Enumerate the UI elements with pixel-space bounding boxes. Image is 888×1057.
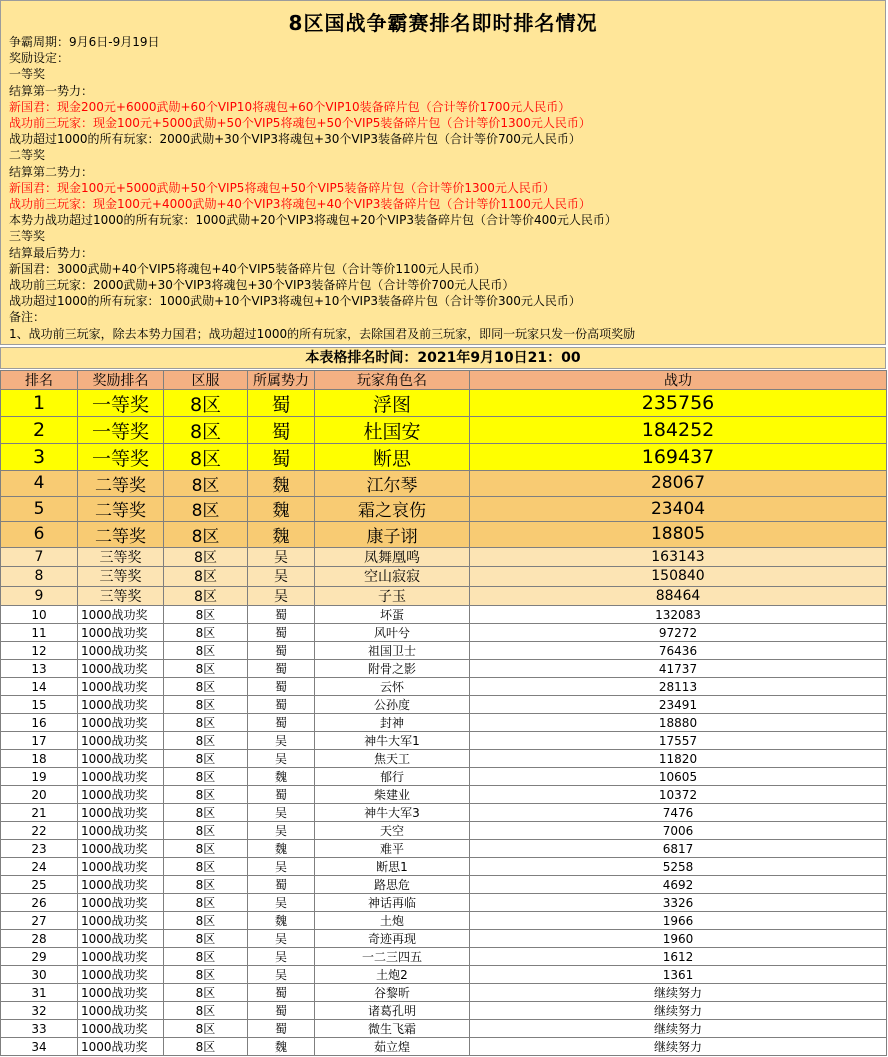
player-name-cell: 断思: [315, 444, 470, 471]
faction-cell: 蜀: [248, 786, 315, 804]
rank-cell: 9: [0, 587, 78, 607]
server-cell: 8区: [164, 642, 248, 660]
player-name-cell: 天空: [315, 822, 470, 840]
table-row: [0, 522, 887, 548]
reward-rule-line: 新国君：现金200元+6000武勋+60个VIP10将魂包+60个VIP10装备碎片包（合计等价1700元人民币）: [9, 99, 571, 114]
reward-cell: 三等奖: [78, 548, 164, 568]
server-cell: 8区: [164, 624, 248, 642]
merit-cell: 继续努力: [470, 984, 887, 1002]
faction-cell: 吴: [248, 732, 315, 750]
rank-cell: 19: [0, 768, 78, 786]
table-row: [0, 1038, 887, 1056]
table-row: [0, 678, 887, 696]
faction-cell: 吴: [248, 894, 315, 912]
server-cell: 8区: [164, 606, 248, 624]
rank-cell: 21: [0, 804, 78, 822]
merit-cell: 132083: [470, 606, 887, 624]
faction-cell: 蜀: [248, 417, 315, 444]
reward-rule-line: 结算第二势力：: [9, 164, 94, 179]
reward-cell: 1000战功奖: [78, 840, 164, 858]
merit-cell: 继续努力: [470, 1038, 887, 1056]
faction-cell: 吴: [248, 548, 315, 568]
player-name-cell: 土炮: [315, 912, 470, 930]
table-row: [0, 471, 887, 497]
player-name-cell: 断思1: [315, 858, 470, 876]
reward-cell: 1000战功奖: [78, 858, 164, 876]
reward-cell: 1000战功奖: [78, 984, 164, 1002]
rank-cell: 12: [0, 642, 78, 660]
table-row: [0, 948, 887, 966]
player-name-cell: 附骨之影: [315, 660, 470, 678]
server-cell: 8区: [164, 822, 248, 840]
table-row: [0, 444, 887, 471]
player-name-cell: 郁行: [315, 768, 470, 786]
server-cell: 8区: [164, 390, 248, 417]
merit-cell: 1612: [470, 948, 887, 966]
rank-cell: 5: [0, 497, 78, 523]
reward-rule-line: 新国君：3000武勋+40个VIP5将魂包+40个VIP5装备碎片包（合计等价1100元人民币）: [9, 261, 486, 276]
rank-cell: 6: [0, 522, 78, 548]
table-row: [0, 822, 887, 840]
reward-cell: 三等奖: [78, 587, 164, 607]
table-row: [0, 642, 887, 660]
merit-cell: 18880: [470, 714, 887, 732]
rank-cell: 24: [0, 858, 78, 876]
player-name-cell: 康子诩: [315, 522, 470, 548]
table-row: [0, 984, 887, 1002]
server-cell: 8区: [164, 786, 248, 804]
table-row: [0, 567, 887, 587]
faction-cell: 蜀: [248, 606, 315, 624]
rank-cell: 26: [0, 894, 78, 912]
table-row: [0, 606, 887, 624]
player-name-cell: 神牛大军1: [315, 732, 470, 750]
server-cell: 8区: [164, 894, 248, 912]
reward-cell: 一等奖: [78, 390, 164, 417]
server-cell: 8区: [164, 522, 248, 548]
table-row: [0, 1020, 887, 1038]
column-header: 所属势力: [248, 370, 315, 390]
merit-cell: 28113: [470, 678, 887, 696]
faction-cell: 吴: [248, 966, 315, 984]
player-name-cell: 谷黎昕: [315, 984, 470, 1002]
reward-cell: 二等奖: [78, 471, 164, 497]
merit-cell: 6817: [470, 840, 887, 858]
reward-cell: 1000战功奖: [78, 912, 164, 930]
faction-cell: 蜀: [248, 390, 315, 417]
rank-cell: 31: [0, 984, 78, 1002]
server-cell: 8区: [164, 912, 248, 930]
rank-cell: 3: [0, 444, 78, 471]
merit-cell: 1361: [470, 966, 887, 984]
reward-rule-line: 新国君：现金100元+5000武勋+50个VIP5将魂包+50个VIP5装备碎片包（合计等价1300元人民币）: [9, 180, 555, 195]
merit-cell: 1960: [470, 930, 887, 948]
merit-cell: 184252: [470, 417, 887, 444]
table-row: [0, 587, 887, 607]
rank-cell: 17: [0, 732, 78, 750]
column-header: 战功: [470, 370, 887, 390]
table-row: [0, 624, 887, 642]
rank-cell: 33: [0, 1020, 78, 1038]
merit-cell: 41737: [470, 660, 887, 678]
player-name-cell: 杜国安: [315, 417, 470, 444]
faction-cell: 吴: [248, 948, 315, 966]
faction-cell: 蜀: [248, 984, 315, 1002]
merit-cell: 11820: [470, 750, 887, 768]
server-cell: 8区: [164, 444, 248, 471]
rank-cell: 11: [0, 624, 78, 642]
ranking-time-banner: 本表格排名时间：2021年9月10日21：00: [0, 347, 886, 369]
reward-rule-line: 1、战功前三玩家，除去本势力国君；战功超过1000的所有玩家，去除国君及前三玩家，即同一玩家只发一份高项奖励: [9, 326, 636, 341]
table-row: [0, 876, 887, 894]
reward-cell: 1000战功奖: [78, 1020, 164, 1038]
server-cell: 8区: [164, 567, 248, 587]
server-cell: 8区: [164, 750, 248, 768]
rank-cell: 23: [0, 840, 78, 858]
reward-cell: 1000战功奖: [78, 966, 164, 984]
reward-rule-line: 战功前三玩家：现金100元+5000武勋+50个VIP5将魂包+50个VIP5装备碎片包（合计等价1300元人民币）: [9, 116, 591, 130]
table-row: [0, 912, 887, 930]
reward-cell: 1000战功奖: [78, 894, 164, 912]
table-row: [0, 714, 887, 732]
player-name-cell: 路思危: [315, 876, 470, 894]
server-cell: 8区: [164, 471, 248, 497]
reward-cell: 1000战功奖: [78, 822, 164, 840]
server-cell: 8区: [164, 417, 248, 444]
reward-rule-line: 战功超过1000的所有玩家：2000武勋+30个VIP3将魂包+30个VIP3装备碎片包（合计等价700元人民币）: [9, 132, 581, 147]
reward-cell: 1000战功奖: [78, 930, 164, 948]
reward-rule-line: 争霸周期：9月6日-9月19日: [9, 35, 160, 49]
merit-cell: 4692: [470, 876, 887, 894]
merit-cell: 150840: [470, 567, 887, 587]
table-row: [0, 548, 887, 568]
faction-cell: 蜀: [248, 624, 315, 642]
rank-cell: 25: [0, 876, 78, 894]
player-name-cell: 云怀: [315, 678, 470, 696]
merit-cell: 88464: [470, 587, 887, 607]
reward-cell: 三等奖: [78, 567, 164, 587]
reward-cell: 1000战功奖: [78, 1002, 164, 1020]
faction-cell: 吴: [248, 804, 315, 822]
rank-cell: 1: [0, 390, 78, 417]
reward-cell: 1000战功奖: [78, 786, 164, 804]
server-cell: 8区: [164, 1020, 248, 1038]
table-row: [0, 786, 887, 804]
rank-cell: 22: [0, 822, 78, 840]
server-cell: 8区: [164, 714, 248, 732]
server-cell: 8区: [164, 732, 248, 750]
faction-cell: 魏: [248, 840, 315, 858]
faction-cell: 魏: [248, 497, 315, 523]
faction-cell: 吴: [248, 750, 315, 768]
sheet-title: 8区国战争霸赛排名即时排名情况: [288, 11, 598, 35]
table-row: [0, 497, 887, 523]
faction-cell: 蜀: [248, 678, 315, 696]
player-name-cell: 柴建业: [315, 786, 470, 804]
player-name-cell: 难平: [315, 840, 470, 858]
table-row: [0, 858, 887, 876]
merit-cell: 5258: [470, 858, 887, 876]
reward-cell: 1000战功奖: [78, 732, 164, 750]
rank-cell: 10: [0, 606, 78, 624]
reward-cell: 1000战功奖: [78, 1038, 164, 1056]
faction-cell: 吴: [248, 858, 315, 876]
column-header: 排名: [0, 370, 78, 390]
rank-cell: 2: [0, 417, 78, 444]
table-row: [0, 390, 887, 417]
reward-cell: 1000战功奖: [78, 606, 164, 624]
server-cell: 8区: [164, 804, 248, 822]
reward-cell: 1000战功奖: [78, 804, 164, 822]
reward-rule-line: 战功超过1000的所有玩家：1000武勋+10个VIP3将魂包+10个VIP3装备碎片包（合计等价300元人民币）: [9, 294, 581, 309]
server-cell: 8区: [164, 1002, 248, 1020]
faction-cell: 吴: [248, 587, 315, 607]
faction-cell: 蜀: [248, 876, 315, 894]
player-name-cell: 茹立煌: [315, 1038, 470, 1056]
table-header-row: [0, 370, 887, 390]
reward-rule-line: 战功前三玩家：2000武勋+30个VIP3将魂包+30个VIP3装备碎片包（合计等价700元人民币）: [9, 278, 515, 292]
server-cell: 8区: [164, 840, 248, 858]
merit-cell: 10605: [470, 768, 887, 786]
rank-cell: 15: [0, 696, 78, 714]
reward-rule-line: 二等奖: [9, 148, 46, 163]
player-name-cell: 江尔琴: [315, 471, 470, 497]
column-header: 玩家角色名: [315, 370, 470, 390]
reward-cell: 一等奖: [78, 417, 164, 444]
merit-cell: 7476: [470, 804, 887, 822]
merit-cell: 3326: [470, 894, 887, 912]
server-cell: 8区: [164, 858, 248, 876]
reward-cell: 1000战功奖: [78, 948, 164, 966]
reward-cell: 1000战功奖: [78, 624, 164, 642]
faction-cell: 魏: [248, 471, 315, 497]
reward-cell: 1000战功奖: [78, 678, 164, 696]
faction-cell: 吴: [248, 822, 315, 840]
reward-info-panel: [0, 0, 886, 345]
player-name-cell: 坏蛋: [315, 606, 470, 624]
table-row: [0, 417, 887, 444]
server-cell: 8区: [164, 587, 248, 607]
player-name-cell: 霜之哀伤: [315, 497, 470, 523]
faction-cell: 魏: [248, 522, 315, 548]
player-name-cell: 土炮2: [315, 966, 470, 984]
server-cell: 8区: [164, 768, 248, 786]
server-cell: 8区: [164, 948, 248, 966]
reward-cell: 1000战功奖: [78, 696, 164, 714]
server-cell: 8区: [164, 497, 248, 523]
table-row: [0, 930, 887, 948]
player-name-cell: 公孙度: [315, 696, 470, 714]
faction-cell: 蜀: [248, 1002, 315, 1020]
player-name-cell: 子玉: [315, 587, 470, 607]
server-cell: 8区: [164, 696, 248, 714]
rank-cell: 28: [0, 930, 78, 948]
rank-cell: 14: [0, 678, 78, 696]
faction-cell: 蜀: [248, 714, 315, 732]
player-name-cell: 微生飞霜: [315, 1020, 470, 1038]
rank-cell: 27: [0, 912, 78, 930]
server-cell: 8区: [164, 548, 248, 568]
reward-cell: 1000战功奖: [78, 750, 164, 768]
player-name-cell: 一二三四五: [315, 948, 470, 966]
player-name-cell: 浮图: [315, 390, 470, 417]
reward-rule-line: 一等奖: [9, 67, 46, 82]
merit-cell: 76436: [470, 642, 887, 660]
player-name-cell: 祖国卫士: [315, 642, 470, 660]
rank-cell: 13: [0, 660, 78, 678]
server-cell: 8区: [164, 1038, 248, 1056]
merit-cell: 163143: [470, 548, 887, 568]
merit-cell: 23404: [470, 497, 887, 523]
reward-cell: 1000战功奖: [78, 714, 164, 732]
table-row: [0, 732, 887, 750]
rank-cell: 32: [0, 1002, 78, 1020]
faction-cell: 蜀: [248, 444, 315, 471]
faction-cell: 蜀: [248, 696, 315, 714]
player-name-cell: 风叶兮: [315, 624, 470, 642]
player-name-cell: 诸葛孔明: [315, 1002, 470, 1020]
rank-cell: 18: [0, 750, 78, 768]
rank-cell: 4: [0, 471, 78, 497]
rank-cell: 8: [0, 567, 78, 587]
faction-cell: 吴: [248, 930, 315, 948]
reward-cell: 1000战功奖: [78, 660, 164, 678]
reward-cell: 一等奖: [78, 444, 164, 471]
server-cell: 8区: [164, 930, 248, 948]
merit-cell: 97272: [470, 624, 887, 642]
server-cell: 8区: [164, 984, 248, 1002]
merit-cell: 169437: [470, 444, 887, 471]
reward-rule-line: 战功前三玩家：现金100元+4000武勋+40个VIP3将魂包+40个VIP3装备碎片包（合计等价1100元人民币）: [9, 197, 591, 211]
merit-cell: 7006: [470, 822, 887, 840]
table-row: [0, 804, 887, 822]
reward-rule-line: 结算最后势力：: [9, 245, 94, 260]
reward-cell: 1000战功奖: [78, 642, 164, 660]
server-cell: 8区: [164, 660, 248, 678]
player-name-cell: 封神: [315, 714, 470, 732]
reward-cell: 1000战功奖: [78, 876, 164, 894]
reward-rule-line: 奖励设定：: [9, 51, 70, 66]
table-row: [0, 768, 887, 786]
player-name-cell: 神话再临: [315, 894, 470, 912]
table-row: [0, 1002, 887, 1020]
merit-cell: 1966: [470, 912, 887, 930]
merit-cell: 继续努力: [470, 1002, 887, 1020]
player-name-cell: 神牛大军3: [315, 804, 470, 822]
table-row: [0, 660, 887, 678]
rank-cell: 7: [0, 548, 78, 568]
faction-cell: 蜀: [248, 1020, 315, 1038]
table-row: [0, 894, 887, 912]
faction-cell: 魏: [248, 1038, 315, 1056]
player-name-cell: 凤舞凰鸣: [315, 548, 470, 568]
server-cell: 8区: [164, 876, 248, 894]
table-row: [0, 840, 887, 858]
rank-cell: 20: [0, 786, 78, 804]
merit-cell: 17557: [470, 732, 887, 750]
server-cell: 8区: [164, 678, 248, 696]
rank-cell: 30: [0, 966, 78, 984]
reward-cell: 二等奖: [78, 522, 164, 548]
reward-rule-line: 本势力战功超过1000的所有玩家：1000武勋+20个VIP3将魂包+20个VIP3装备碎片包（合计等价400元人民币）: [9, 213, 617, 228]
faction-cell: 蜀: [248, 660, 315, 678]
rank-cell: 16: [0, 714, 78, 732]
faction-cell: 魏: [248, 768, 315, 786]
merit-cell: 235756: [470, 390, 887, 417]
player-name-cell: 焦天工: [315, 750, 470, 768]
merit-cell: 10372: [470, 786, 887, 804]
faction-cell: 吴: [248, 567, 315, 587]
faction-cell: 魏: [248, 912, 315, 930]
table-row: [0, 750, 887, 768]
merit-cell: 23491: [470, 696, 887, 714]
rank-cell: 29: [0, 948, 78, 966]
player-name-cell: 奇迹再现: [315, 930, 470, 948]
reward-cell: 二等奖: [78, 497, 164, 523]
reward-rule-line: 三等奖: [9, 229, 46, 244]
reward-rule-line: 备注：: [9, 310, 46, 325]
reward-rule-line: 结算第一势力：: [9, 83, 94, 98]
faction-cell: 蜀: [248, 642, 315, 660]
table-row: [0, 696, 887, 714]
rank-cell: 34: [0, 1038, 78, 1056]
player-name-cell: 空山寂寂: [315, 567, 470, 587]
table-row: [0, 966, 887, 984]
column-header: 奖励排名: [78, 370, 164, 390]
merit-cell: 18805: [470, 522, 887, 548]
reward-cell: 1000战功奖: [78, 768, 164, 786]
server-cell: 8区: [164, 966, 248, 984]
column-header: 区服: [164, 370, 248, 390]
merit-cell: 28067: [470, 471, 887, 497]
merit-cell: 继续努力: [470, 1020, 887, 1038]
